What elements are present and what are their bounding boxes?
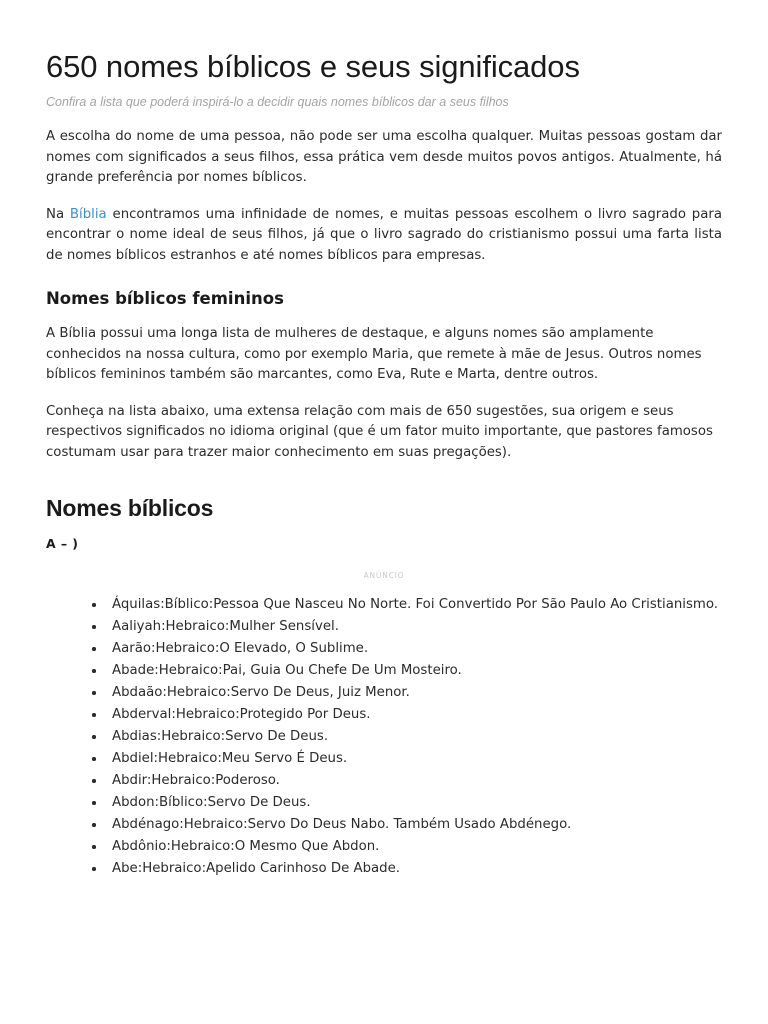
list-item-text: Áquilas:Bíblico:Pessoa Que Nasceu No Norte. Foi Convertido Por São Paulo Ao Cristianismo. — [112, 597, 718, 612]
list-item-text: Abdias:Hebraico:Servo De Deus. — [112, 729, 329, 744]
list-item — [46, 594, 722, 616]
advertisement-slot — [46, 571, 722, 580]
biblia-link[interactable]: Bíblia — [69, 206, 107, 222]
list-item-text: Abdaão:Hebraico:Servo De Deus, Juiz Menor. — [112, 685, 410, 700]
feminine-intro-paragraph: A Bíblia possui uma longa lista de mulheres de destaque, e alguns nomes são amplamente conhecidos na nossa cultura, como por exemplo Maria, que remete à mãe de Jesus. Outros nomes bíblicos femininos também são marcantes, como Eva, Rute e Marta, dentre outros. — [46, 326, 702, 382]
list-item — [46, 792, 722, 814]
list-item — [46, 682, 722, 704]
list-item — [46, 616, 722, 638]
bible-paragraph — [46, 205, 722, 267]
bible-paragraph-lead: Na — [46, 206, 70, 222]
bible-paragraph-rest: encontramos uma infinidade de nomes, e muitas pessoas escolhem o livro sagrado para encontrar o nome ideal de seus filhos, já que o livro sagrado do cristianismo possui uma farta lista de nomes bíblicos estranhos e até nomes bíblicos para empresas. — [46, 206, 722, 263]
list-item-text: Abdiel:Hebraico:Meu Servo É Deus. — [112, 751, 348, 766]
list-item-text: Abe:Hebraico:Apelido Carinhoso De Abade. — [112, 861, 401, 876]
names-list — [46, 594, 722, 880]
advertisement-label: ANÚNCIO — [363, 571, 405, 580]
list-intro-paragraph: Conheça na lista abaixo, uma extensa relação com mais de 650 sugestões, sua origem e seus respectivos significados no idioma original (que é um fator muito importante, que pastores famosos costumam usar para trazer maior conhecimento em suas pregações). — [46, 403, 713, 460]
list-item — [46, 704, 722, 726]
list-item-text: Abdénago:Hebraico:Servo Do Deus Nabo. Também Usado Abdénego. — [112, 817, 572, 832]
list-item — [46, 836, 722, 858]
page-title: 650 nomes bíblicos e seus significados — [46, 49, 580, 84]
list-item — [46, 858, 722, 880]
list-item-text: Abdônio:Hebraico:O Mesmo Que Abdon. — [112, 839, 380, 854]
list-item — [46, 638, 722, 660]
list-item-text: Abade:Hebraico:Pai, Guia Ou Chefe De Um Mosteiro. — [112, 663, 462, 678]
list-item-text: Abderval:Hebraico:Protegido Por Deus. — [112, 707, 371, 722]
list-item-text: Aarão:Hebraico:O Elevado, O Sublime. — [112, 641, 369, 656]
list-item-text: Aaliyah:Hebraico:Mulher Sensível. — [112, 619, 339, 634]
list-item — [46, 814, 722, 836]
list-item — [46, 770, 722, 792]
page-subtitle: Confira a lista que poderá inspirá-lo a decidir quais nomes bíblicos dar a seus filhos — [46, 95, 509, 109]
list-item — [46, 726, 722, 748]
list-item — [46, 748, 722, 770]
list-item-text: Abdon:Bíblico:Servo De Deus. — [112, 795, 311, 810]
heading-nomes-biblicos-femininos: Nomes bíblicos femininos — [46, 289, 284, 308]
alpha-section-marker: A – ) — [46, 536, 79, 551]
list-item — [46, 660, 722, 682]
intro-paragraph: A escolha do nome de uma pessoa, não pode ser uma escolha qualquer. Muitas pessoas gostam dar nomes com significados a seus filhos, essa prática vem desde muitos povos antigos. Atualmente, há grande preferência por nomes bíblicos. — [46, 129, 722, 185]
list-item-text: Abdir:Hebraico:Poderoso. — [112, 773, 280, 788]
heading-nomes-biblicos: Nomes bíblicos — [46, 495, 214, 521]
